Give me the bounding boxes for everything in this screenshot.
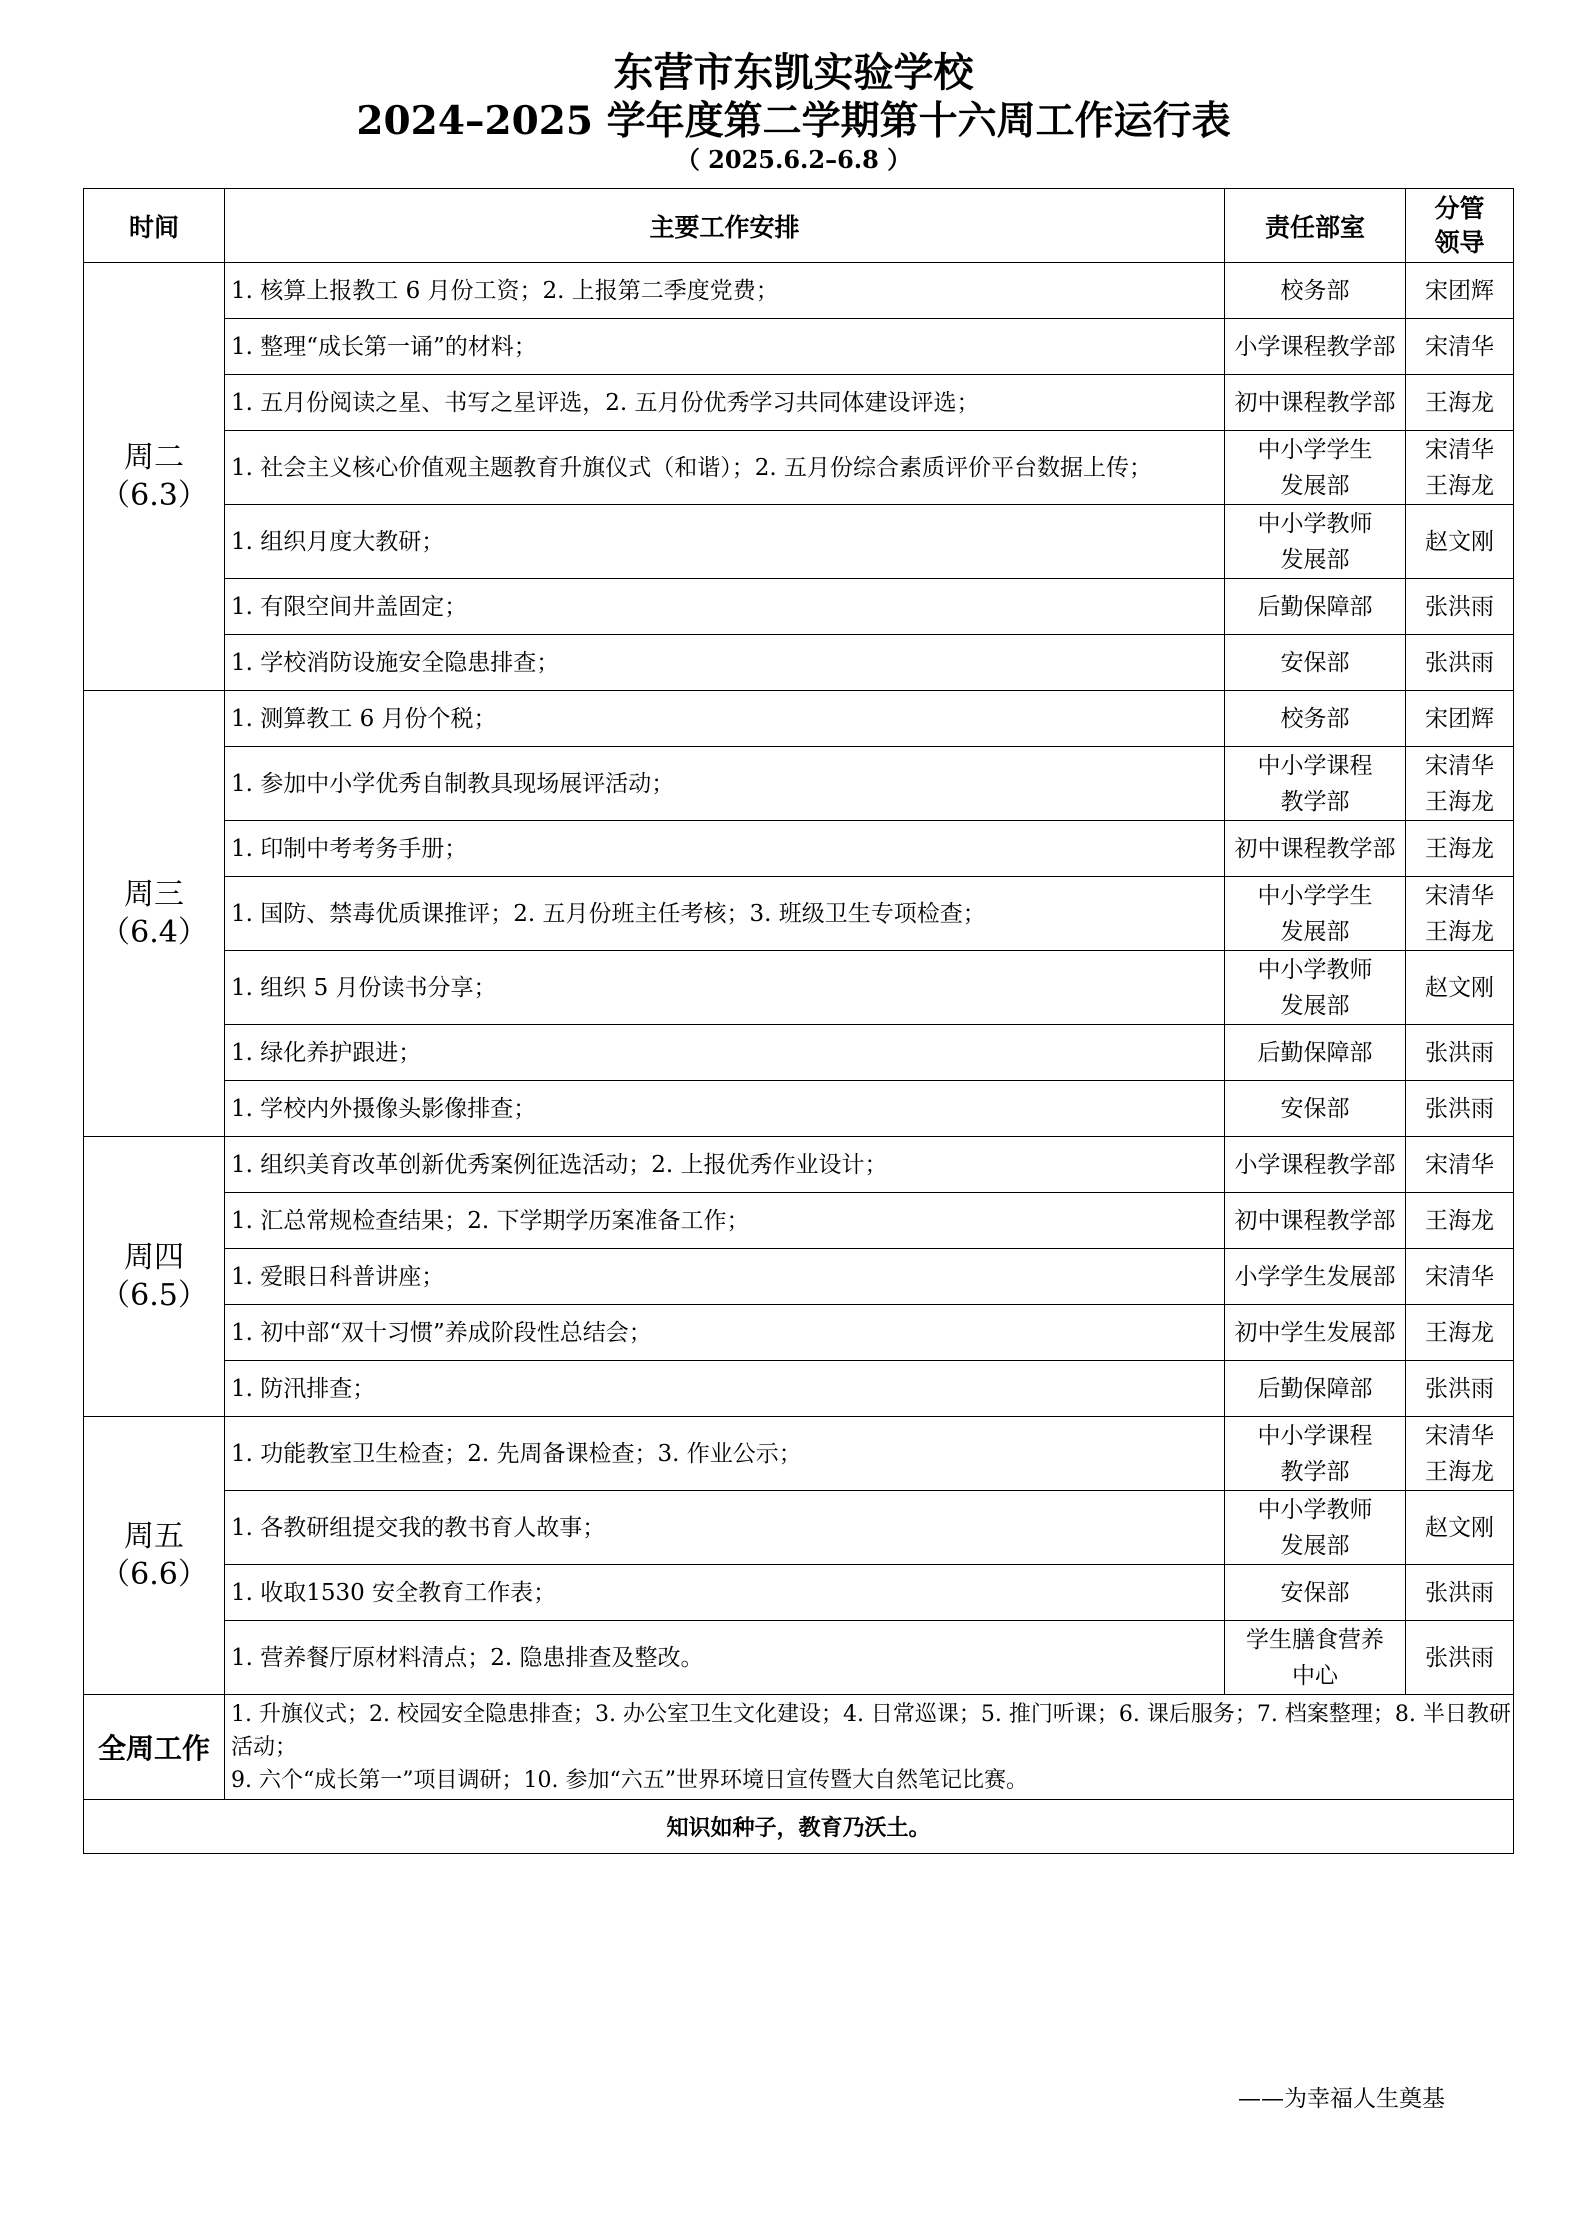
header-leader-line: 分管 [1434, 193, 1485, 223]
dept-line: 校务部 [1280, 705, 1350, 732]
task-cell: 1. 国防、禁毒优质课推评；2. 五月份班主任考核；3. 班级卫生专项检查； [225, 877, 1225, 951]
table-row [84, 1565, 1514, 1621]
dept-line: 初中课程教学部 [1234, 389, 1396, 416]
task-cell: 1. 整理“成长第一诵”的材料； [225, 319, 1225, 375]
task-cell: 1. 营养餐厅原材料清点；2. 隐患排查及整改。 [225, 1621, 1225, 1695]
table-row [84, 1137, 1514, 1193]
footer-row [84, 1800, 1514, 1854]
leader-cell [1406, 951, 1514, 1025]
header-row [84, 189, 1514, 263]
dept-line: 初中课程教学部 [1234, 835, 1396, 862]
leader-cell [1406, 1621, 1514, 1695]
table-row [84, 691, 1514, 747]
footer-slogan: 知识如种子，教育乃沃土。 [84, 1800, 1514, 1854]
dept-cell [1225, 1193, 1406, 1249]
leader-line: 王海龙 [1425, 472, 1494, 499]
leader-cell [1406, 1025, 1514, 1081]
day-date: （6.4） [100, 914, 208, 950]
dept-line: 后勤保障部 [1257, 1039, 1373, 1066]
leader-line: 张洪雨 [1425, 593, 1494, 620]
dept-line: 学生膳食营养 [1246, 1626, 1384, 1653]
table-row [84, 1361, 1514, 1417]
table-row [84, 319, 1514, 375]
task-cell: 1. 社会主义核心价值观主题教育升旗仪式（和谐）；2. 五月份综合素质评价平台数据上传； [225, 431, 1225, 505]
task-cell: 1. 绿化养护跟进； [225, 1025, 1225, 1081]
task-cell: 1. 学校消防设施安全隐患排查； [225, 635, 1225, 691]
task-cell: 1. 参加中小学优秀自制教具现场展评活动； [225, 747, 1225, 821]
header-tasks: 主要工作安排 [225, 189, 1225, 263]
leader-cell [1406, 1137, 1514, 1193]
leader-line: 宋清华 [1425, 1422, 1494, 1449]
dept-cell [1225, 1361, 1406, 1417]
dept-cell [1225, 635, 1406, 691]
task-cell: 1. 组织月度大教研； [225, 505, 1225, 579]
dept-line: 中小学课程 [1257, 1422, 1373, 1449]
table-row [84, 579, 1514, 635]
leader-line: 王海龙 [1425, 389, 1494, 416]
dept-cell [1225, 747, 1406, 821]
leader-cell [1406, 1081, 1514, 1137]
dept-line: 发展部 [1280, 918, 1350, 945]
task-cell: 1. 有限空间井盖固定； [225, 579, 1225, 635]
leader-line: 王海龙 [1425, 918, 1494, 945]
dept-cell [1225, 1491, 1406, 1565]
dept-line: 中小学教师 [1257, 956, 1373, 983]
dept-line: 初中学生发展部 [1234, 1319, 1396, 1346]
dept-cell [1225, 1417, 1406, 1491]
day-name: 周三 [124, 876, 184, 912]
leader-line: 宋清华 [1425, 1151, 1494, 1178]
task-cell: 1. 核算上报教工 6 月份工资；2. 上报第二季度党费； [225, 263, 1225, 319]
dept-line: 小学课程教学部 [1234, 1151, 1396, 1178]
dept-line: 初中课程教学部 [1234, 1207, 1396, 1234]
dept-cell [1225, 1081, 1406, 1137]
week-label: 全周工作 [84, 1695, 225, 1800]
table-row [84, 1081, 1514, 1137]
task-cell: 1. 功能教室卫生检查；2. 先周备课检查；3. 作业公示； [225, 1417, 1225, 1491]
dept-line: 教学部 [1280, 1458, 1350, 1485]
leader-cell [1406, 1491, 1514, 1565]
dept-cell [1225, 1621, 1406, 1695]
dept-line: 中小学教师 [1257, 510, 1373, 537]
header-leader [1406, 189, 1514, 263]
task-cell: 1. 测算教工 6 月份个税； [225, 691, 1225, 747]
dept-cell [1225, 951, 1406, 1025]
leader-cell [1406, 375, 1514, 431]
leader-cell [1406, 1305, 1514, 1361]
table-row [84, 821, 1514, 877]
leader-line: 赵文刚 [1425, 1514, 1494, 1541]
dept-cell [1225, 505, 1406, 579]
school-title: 东营市东凯实验学校 [613, 49, 974, 96]
leader-line: 宋清华 [1425, 333, 1494, 360]
leader-cell [1406, 747, 1514, 821]
task-cell: 1. 初中部“双十习惯”养成阶段性总结会； [225, 1305, 1225, 1361]
leader-line: 张洪雨 [1425, 1039, 1494, 1066]
header-leader-line: 领导 [1434, 227, 1485, 257]
week-tasks-line: 1. 升旗仪式；2. 校园安全隐患排查；3. 办公室卫生文化建设；4. 日常巡课；5. 推门听课；6. 课后服务；7. 档案整理；8. 半日教研活动； [231, 1701, 1511, 1760]
table-row [84, 1305, 1514, 1361]
schedule-title: 2024–2025 学年度第二学期第十六周工作运行表 [356, 98, 1231, 144]
dept-cell [1225, 375, 1406, 431]
leader-line: 宋团辉 [1425, 277, 1494, 304]
dept-line: 后勤保障部 [1257, 1375, 1373, 1402]
dept-cell [1225, 1025, 1406, 1081]
day-date: （6.5） [100, 1277, 208, 1313]
day-cell [84, 691, 225, 1137]
dept-cell [1225, 691, 1406, 747]
table-row [84, 877, 1514, 951]
leader-cell [1406, 691, 1514, 747]
leader-cell [1406, 1361, 1514, 1417]
table-row [84, 1491, 1514, 1565]
dept-line: 小学学生发展部 [1234, 1263, 1396, 1290]
table-row [84, 635, 1514, 691]
dept-cell [1225, 1249, 1406, 1305]
dept-line: 安保部 [1280, 1579, 1350, 1606]
leader-line: 张洪雨 [1425, 1579, 1494, 1606]
header-time: 时间 [84, 189, 225, 263]
header-dept: 责任部室 [1225, 189, 1406, 263]
table-row [84, 951, 1514, 1025]
dept-cell [1225, 821, 1406, 877]
day-cell [84, 1137, 225, 1417]
dept-cell [1225, 1565, 1406, 1621]
dept-cell [1225, 263, 1406, 319]
table-row [84, 747, 1514, 821]
task-cell: 1. 学校内外摄像头影像排查； [225, 1081, 1225, 1137]
day-cell [84, 263, 225, 691]
leader-cell [1406, 821, 1514, 877]
table-row [84, 1417, 1514, 1491]
leader-line: 王海龙 [1425, 1458, 1494, 1485]
leader-cell [1406, 505, 1514, 579]
leader-cell [1406, 877, 1514, 951]
task-cell: 1. 组织美育改革创新优秀案例征选活动；2. 上报优秀作业设计； [225, 1137, 1225, 1193]
day-date: （6.3） [100, 477, 208, 513]
dept-cell [1225, 319, 1406, 375]
day-name: 周四 [124, 1239, 184, 1275]
date-range: （ 2025.6.2–6.8 ） [675, 145, 912, 174]
schedule-body [84, 263, 1514, 1695]
dept-line: 中小学学生 [1257, 436, 1373, 463]
table-row [84, 1249, 1514, 1305]
leader-line: 宋团辉 [1425, 705, 1494, 732]
dept-cell [1225, 431, 1406, 505]
dept-line: 教学部 [1280, 788, 1350, 815]
table-row [84, 505, 1514, 579]
dept-line: 小学课程教学部 [1234, 333, 1396, 360]
dept-line: 发展部 [1280, 546, 1350, 573]
dept-cell [1225, 579, 1406, 635]
dept-line: 中小学教师 [1257, 1496, 1373, 1523]
leader-cell [1406, 1249, 1514, 1305]
motto: ——为幸福人生奠基 [1238, 2086, 1445, 2112]
leader-line: 赵文刚 [1425, 528, 1494, 555]
table-row [84, 1193, 1514, 1249]
leader-cell [1406, 1565, 1514, 1621]
dept-line: 安保部 [1280, 1095, 1350, 1122]
table-row [84, 1025, 1514, 1081]
task-cell: 1. 印制中考考务手册； [225, 821, 1225, 877]
dept-line: 校务部 [1280, 277, 1350, 304]
leader-line: 王海龙 [1425, 1319, 1494, 1346]
dept-line: 中心 [1292, 1662, 1338, 1689]
leader-cell [1406, 1193, 1514, 1249]
day-name: 周二 [124, 439, 184, 475]
table-row [84, 263, 1514, 319]
day-cell [84, 1417, 225, 1695]
leader-cell [1406, 579, 1514, 635]
leader-line: 王海龙 [1425, 835, 1494, 862]
leader-line: 张洪雨 [1425, 1644, 1494, 1671]
dept-line: 安保部 [1280, 649, 1350, 676]
leader-cell [1406, 263, 1514, 319]
task-cell: 1. 防汛排查； [225, 1361, 1225, 1417]
leader-cell [1406, 431, 1514, 505]
leader-line: 赵文刚 [1425, 974, 1494, 1001]
leader-cell [1406, 635, 1514, 691]
week-row [84, 1695, 1514, 1800]
leader-line: 张洪雨 [1425, 1095, 1494, 1122]
dept-cell [1225, 1137, 1406, 1193]
leader-line: 王海龙 [1425, 788, 1494, 815]
leader-line: 宋清华 [1425, 882, 1494, 909]
leader-line: 张洪雨 [1425, 1375, 1494, 1402]
dept-line: 中小学学生 [1257, 882, 1373, 909]
dept-line: 后勤保障部 [1257, 593, 1373, 620]
day-date: （6.6） [100, 1556, 208, 1592]
leader-cell [1406, 1417, 1514, 1491]
schedule-table [83, 188, 1514, 1854]
task-cell: 1. 汇总常规检查结果；2. 下学期学历案准备工作； [225, 1193, 1225, 1249]
dept-cell [1225, 1305, 1406, 1361]
week-tasks [225, 1695, 1514, 1800]
leader-line: 宋清华 [1425, 752, 1494, 779]
table-row [84, 1621, 1514, 1695]
dept-line: 发展部 [1280, 1532, 1350, 1559]
table-row [84, 431, 1514, 505]
task-cell: 1. 收取1530 安全教育工作表； [225, 1565, 1225, 1621]
dept-line: 中小学课程 [1257, 752, 1373, 779]
leader-cell [1406, 319, 1514, 375]
table-row [84, 375, 1514, 431]
dept-line: 发展部 [1280, 992, 1350, 1019]
leader-line: 宋清华 [1425, 436, 1494, 463]
day-name: 周五 [124, 1518, 184, 1554]
leader-line: 宋清华 [1425, 1263, 1494, 1290]
task-cell: 1. 爱眼日科普讲座； [225, 1249, 1225, 1305]
leader-line: 王海龙 [1425, 1207, 1494, 1234]
dept-cell [1225, 877, 1406, 951]
task-cell: 1. 五月份阅读之星、书写之星评选，2. 五月份优秀学习共同体建设评选； [225, 375, 1225, 431]
task-cell: 1. 各教研组提交我的教书育人故事； [225, 1491, 1225, 1565]
week-tasks-line: 9. 六个“成长第一”项目调研；10. 参加“六五”世界环境日宣传暨大自然笔记比赛。 [231, 1767, 1028, 1793]
dept-line: 发展部 [1280, 472, 1350, 499]
leader-line: 张洪雨 [1425, 649, 1494, 676]
task-cell: 1. 组织 5 月份读书分享； [225, 951, 1225, 1025]
